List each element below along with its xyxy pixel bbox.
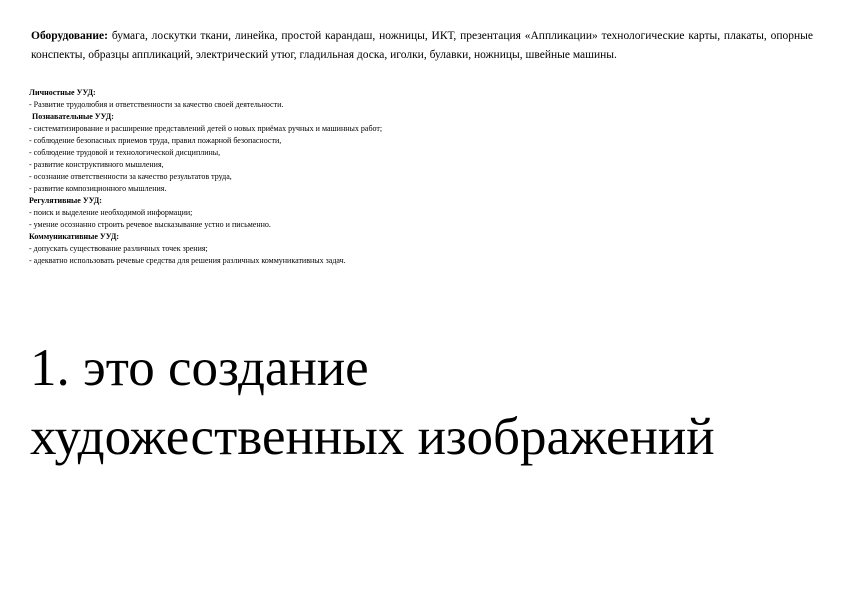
cognitive-uud-item: - осознание ответственности за качество результатов труда,	[29, 172, 232, 181]
cognitive-uud-item: - развитие конструктивного мышления,	[29, 160, 164, 169]
regulatory-uud-title: Регулятивные УУД:	[29, 196, 102, 205]
cognitive-uud-item: - систематизирование и расширение представлений детей о новых приёмах ручных и машинных работ;	[29, 124, 383, 133]
heading-line-1: 1. это создание	[30, 339, 369, 397]
large-heading	[30, 334, 820, 472]
heading-line-2: художественных изображений	[30, 408, 715, 466]
communicative-uud-item: - адекватно использовать речевые средства для решения различных коммуникативных задач.	[29, 256, 346, 265]
cognitive-uud-item: - соблюдение трудовой и технологической дисциплины,	[29, 148, 221, 157]
communicative-uud-item: - допускать существование различных точек зрения;	[29, 244, 208, 253]
cognitive-uud-item: - развитие композиционного мышления.	[29, 184, 167, 193]
uud-section	[29, 87, 789, 267]
regulatory-uud-item: - умение осознанно строить речевое высказывание устно и письменно.	[29, 220, 271, 229]
communicative-uud-title: Коммуникативные УУД:	[29, 232, 120, 241]
equipment-label: Оборудование:	[31, 30, 108, 42]
equipment-text: бумага, лоскутки ткани, линейка, простой карандаш, ножницы, ИКТ, презентация «Аппликации» технологические карты, плакаты, опорные конспекты, образцы аппликаций, электрический утюг, гладильная доска, иголки, булавки, ножницы, швейные машины.	[31, 30, 813, 61]
personal-uud-item: - Развитие трудолюбия и ответственности за качество своей деятельности.	[29, 100, 284, 109]
cognitive-uud-title: Познавательные УУД:	[32, 112, 114, 121]
cognitive-uud-item: - соблюдение безопасных приемов труда, правил пожарной безопасности,	[29, 136, 282, 145]
personal-uud-title: Личностные УУД:	[29, 88, 96, 97]
regulatory-uud-item: - поиск и выделение необходимой информации;	[29, 208, 193, 217]
equipment-paragraph	[31, 27, 813, 65]
